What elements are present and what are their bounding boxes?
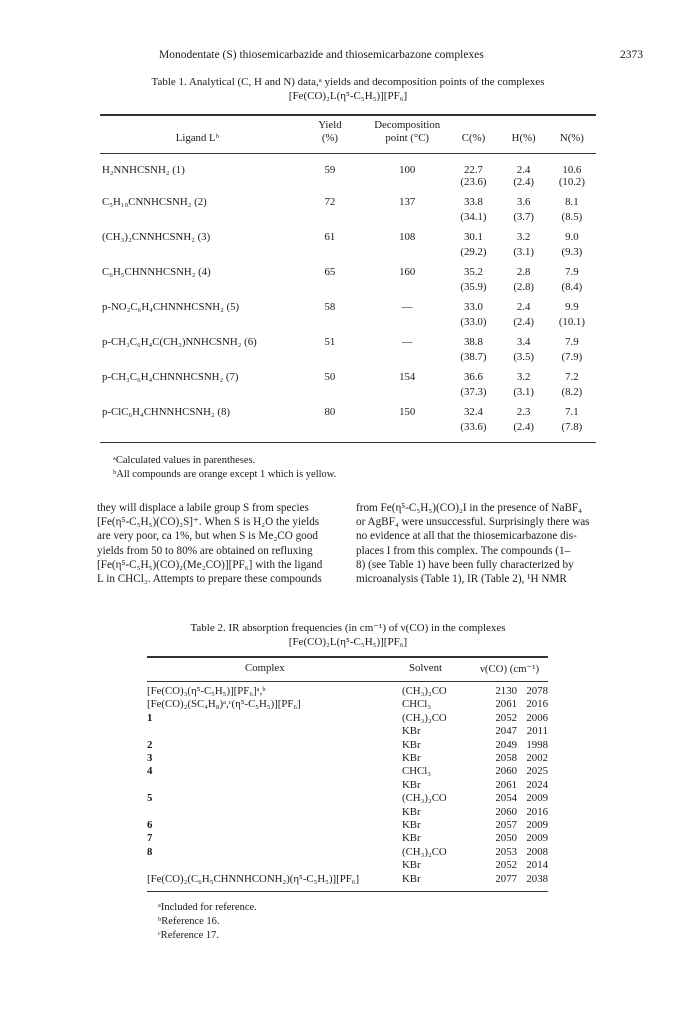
t2-cell-solvent: KBr (402, 805, 421, 818)
t1-cell-h-calc: (3.1) (513, 246, 535, 258)
table1-row (100, 336, 596, 351)
table1-row (100, 158, 596, 176)
t1-head-decomp: Decomposition (374, 119, 441, 131)
t1-cell-decomp: — (401, 301, 413, 313)
t1-cell-yield: 51 (324, 336, 336, 348)
body-left-column (97, 501, 346, 586)
t1-cell-n-calc: (8.4) (561, 281, 583, 293)
t1-cell-n: 8.1 (565, 196, 579, 208)
t2-cell-v1: 2054 (495, 792, 517, 805)
t2-cell-v2: 2014 (526, 859, 548, 872)
body-text-line: [Fe(η⁵-C₅H₅)(CO)₂S]⁺. When S is H₂O the yields (97, 516, 320, 529)
table2-bottom-rule (147, 891, 548, 892)
body-text-line: 8) (see Table 1) have been fully characterized by (356, 558, 574, 571)
t1-cell-ligand: p-CH₃C₆H₄CHNNHCSNH₂ (7) (102, 371, 239, 383)
table1-body (100, 158, 596, 441)
t2-cell-v2: 2025 (526, 765, 548, 778)
table1-row (100, 301, 596, 316)
t1-cell-c: 33.8 (464, 196, 483, 208)
t1-cell-ligand: p-CH₃C₆H₄C(CH₃)NNHCSNH₂ (6) (102, 336, 257, 348)
t1-cell-c-calc: (35.9) (460, 281, 487, 293)
t2-head-complex: Complex (245, 662, 285, 674)
table2-row (147, 752, 548, 765)
t1-cell-n-calc: (9.3) (561, 246, 583, 258)
t1-cell-h: 2.3 (516, 406, 531, 418)
t1-cell-ligand: C₅H₁₀CNNHCSNH₂ (2) (102, 196, 207, 208)
table2-row (147, 859, 548, 872)
table1-row-calculated (100, 281, 596, 301)
table1 (100, 119, 596, 441)
t1-cell-ligand: C₆H₅CHNNHCSNH₂ (4) (102, 266, 211, 278)
body-right-column (356, 501, 608, 586)
body-text-line: no evidence at all that the thiosemicarbazone dis- (356, 530, 577, 543)
t1-cell-yield: 58 (324, 301, 336, 313)
running-title: Monodentate (S) thiosemicarbazide and thiosemicarbazone complexes (159, 49, 484, 61)
t1-cell-n: 9.9 (565, 301, 579, 313)
table1-row-calculated (100, 421, 596, 441)
t2-cell-v1: 2050 (495, 832, 517, 845)
table1-top-rule (100, 114, 596, 116)
t2-cell-v1: 2058 (495, 752, 517, 765)
t2-cell-v2: 2016 (526, 805, 548, 818)
t1-cell-h-calc: (2.4) (513, 316, 535, 328)
t1-cell-c-calc: (38.7) (460, 351, 487, 363)
t2-cell-v2: 2008 (526, 845, 548, 858)
t2-cell-complex: [Fe(CO)₂(C₆H₅CHNNHCONH₂)(η⁵-C₅H₅)][PF₆] (147, 872, 360, 885)
t2-cell-v2: 2006 (526, 711, 548, 724)
t1-cell-c: 30.1 (464, 231, 483, 243)
t1-cell-c: 38.8 (464, 336, 483, 348)
t1-cell-h-calc: (3.1) (513, 386, 535, 398)
body-text-line: or AgBF₄ were unsuccessful. Surprisingly there was (356, 516, 590, 529)
t2-cell-solvent: KBr (402, 725, 421, 738)
t2-cell-v1: 2047 (495, 725, 517, 738)
t1-cell-decomp: 137 (399, 196, 416, 208)
table2-row (147, 765, 548, 778)
t2-cell-complex: [Fe(CO)₂(SC₄H₈)ᵃ,ᶜ(η⁵-C₅H₅)][PF₆] (147, 698, 301, 711)
t2-cell-v1: 2077 (495, 872, 517, 885)
t2-cell-complex: 3 (147, 752, 153, 765)
table2-row (147, 832, 548, 845)
t2-cell-complex (147, 779, 402, 792)
t2-cell-solvent: KBr (402, 832, 421, 845)
t1-cell-h: 2.8 (516, 266, 531, 278)
t1-cell-h-calc: (2.8) (513, 281, 535, 293)
t2-cell-complex: 6 (147, 819, 153, 832)
table2-row (147, 779, 548, 792)
table1-row-calculated (100, 176, 596, 196)
t1-cell-n-calc: (10.2) (558, 176, 585, 188)
t2-cell-v2: 1998 (526, 738, 548, 751)
t2-cell-v2: 2078 (526, 685, 548, 697)
t1-cell-c: 22.7 (464, 164, 483, 176)
t1-cell-h: 2.4 (516, 301, 531, 313)
table2-body (147, 685, 548, 886)
table1-row (100, 196, 596, 211)
t1-cell-n: 9.0 (565, 231, 579, 243)
t1-head-yield-unit: (%) (321, 132, 338, 144)
t2-head-solvent: Solvent (409, 662, 442, 674)
t2-cell-complex: 5 (147, 792, 153, 805)
table1-footnote-a: ᵃCalculated values in parentheses. (113, 455, 256, 466)
t2-cell-v1: 2049 (495, 738, 517, 751)
t2-cell-solvent: (CH₃)₂CO (402, 685, 447, 697)
t2-cell-solvent: KBr (402, 872, 421, 885)
t1-cell-n-calc: (7.9) (561, 351, 583, 363)
t1-head-c: C(%) (461, 132, 486, 144)
table2-row (147, 685, 548, 698)
body-text-line: L in CHCl₃. Attempts to prepare these compounds (97, 573, 322, 586)
table1-row-calculated (100, 386, 596, 406)
table2-caption-line1: Table 2. IR absorption frequencies (in cm⁻¹) of ν(CO) in the complexes (190, 622, 506, 634)
t1-cell-c-calc: (29.2) (460, 246, 487, 258)
t1-cell-c: 35.2 (464, 266, 483, 278)
table2-header-rule (147, 681, 548, 682)
t1-cell-c: 33.0 (464, 301, 483, 313)
t1-cell-decomp: 150 (399, 406, 416, 418)
t1-cell-n: 7.9 (565, 266, 579, 278)
table1-row-calculated (100, 316, 596, 336)
table1-row-calculated (100, 351, 596, 371)
table2-row (147, 698, 548, 711)
t2-cell-v1: 2053 (495, 845, 517, 858)
t1-cell-h-calc: (3.5) (513, 351, 535, 363)
t1-cell-n: 7.1 (565, 406, 579, 418)
t1-cell-yield: 61 (324, 231, 336, 243)
table1-row (100, 266, 596, 281)
t2-cell-v1: 2061 (495, 778, 517, 791)
t2-cell-complex: 1 (147, 711, 153, 724)
t1-cell-ligand: p-ClC₆H₄CHNNHCSNH₂ (8) (102, 406, 230, 418)
t1-cell-c-calc: (33.6) (460, 421, 487, 433)
t2-cell-v2: 2038 (526, 872, 548, 885)
t1-cell-yield: 65 (324, 266, 336, 278)
t1-cell-h: 2.4 (516, 164, 531, 176)
t2-cell-v1: 2057 (495, 819, 517, 832)
table2-footnote-c: ᶜReference 17. (158, 930, 219, 941)
t1-cell-decomp: 100 (399, 164, 416, 176)
t1-cell-h: 3.2 (516, 231, 531, 243)
body-text-line: are very poor, ca 1%, but when S is Me₂CO good (97, 530, 318, 543)
body-text-line: [Fe(η⁵-C₅H₅)(CO)₂(Me₂CO)][PF₆] with the ligand (97, 558, 323, 571)
t1-cell-c-calc: (37.3) (460, 386, 487, 398)
t1-cell-h-calc: (2.4) (513, 176, 535, 188)
t2-head-vco: ν(CO) (cm⁻¹) (480, 663, 540, 675)
table1-bottom-rule (100, 442, 596, 443)
t2-cell-complex: [Fe(CO)₃(η⁵-C₅H₅)][PF₆]ᵃ,ᵇ (147, 685, 266, 697)
t2-cell-v1: 2130 (495, 685, 517, 697)
t2-cell-v1: 2052 (495, 859, 517, 872)
t1-cell-n: 7.9 (565, 336, 579, 348)
t1-cell-ligand: (CH₃)₂CNNHCSNH₂ (3) (102, 231, 211, 243)
t1-head-ligand: Ligand Lᵇ (175, 132, 219, 144)
t2-cell-solvent: (CH₃)₂CO (402, 711, 447, 724)
t2-cell-solvent: KBr (402, 778, 421, 791)
t1-cell-yield: 50 (324, 371, 336, 383)
t1-cell-c-calc: (33.0) (460, 316, 487, 328)
t2-cell-complex: 7 (147, 832, 153, 845)
t2-cell-complex (147, 806, 402, 819)
t1-cell-h: 3.4 (516, 336, 531, 348)
table1-caption-line1: Table 1. Analytical (C, H and N) data,ᵃ yields and decomposition points of the complexes (151, 76, 545, 88)
t1-cell-decomp: 108 (399, 231, 416, 243)
table2-row (147, 873, 548, 886)
t2-cell-v1: 2060 (495, 805, 517, 818)
t1-cell-decomp: 154 (399, 371, 416, 383)
table2-row (147, 846, 548, 859)
t2-cell-solvent: KBr (402, 752, 421, 765)
table2-row (147, 739, 548, 752)
table2-row (147, 792, 548, 805)
t1-cell-c: 36.6 (464, 371, 483, 383)
t2-cell-v1: 2060 (495, 765, 517, 778)
t2-cell-solvent: KBr (402, 819, 421, 832)
table2-row (147, 806, 548, 819)
body-text-line: microanalysis (Table 1), IR (Table 2), ¹H NMR (356, 573, 567, 586)
body-text-line: places I from this complex. The compounds (1– (356, 544, 571, 557)
t1-head-decomp-unit: point (°C) (385, 132, 430, 144)
t2-cell-complex (147, 859, 402, 872)
body-text-line: from Fe(η⁵-C₅H₅)(CO)₂I in the presence of NaBF₄ (356, 502, 583, 514)
t1-cell-c-calc: (23.6) (460, 176, 487, 188)
t1-cell-h: 3.6 (516, 196, 531, 208)
t1-cell-decomp: 160 (399, 266, 416, 278)
table1-row (100, 406, 596, 421)
table1-footnote-b: ᵇAll compounds are orange except 1 which is yellow. (113, 469, 337, 480)
table2-row (147, 712, 548, 725)
table2-caption-line2: [Fe(CO)₂L(η⁵-C₅H₅)][PF₆] (288, 636, 408, 648)
t1-head-n: N(%) (559, 132, 584, 144)
t1-cell-decomp: — (401, 336, 413, 348)
t2-cell-v2: 2011 (526, 725, 548, 738)
table2-caption (140, 621, 556, 649)
table2-row (147, 725, 548, 738)
t1-cell-yield: 72 (324, 196, 336, 208)
t2-cell-v2: 2009 (526, 819, 548, 832)
t2-cell-v2: 2009 (526, 832, 548, 845)
t1-head-yield: Yield (318, 119, 342, 131)
t2-cell-v2: 2002 (526, 752, 548, 765)
table1-row-calculated (100, 211, 596, 231)
t2-cell-v2: 2016 (526, 698, 548, 711)
body-text-line: they will displace a labile group S from species (97, 502, 309, 514)
t2-cell-v1: 2061 (495, 698, 517, 711)
table1-caption-line2: [Fe(CO)₂L(η⁵-C₅H₅)][PF₆] (288, 90, 408, 102)
t2-cell-solvent: CHCl₃ (402, 698, 431, 711)
t2-cell-solvent: (CH₃)₂CO (402, 792, 447, 805)
t1-cell-h-calc: (2.4) (513, 421, 535, 433)
t2-cell-v1: 2052 (495, 711, 517, 724)
table1-row (100, 371, 596, 386)
t2-cell-solvent: CHCl₃ (402, 765, 431, 778)
table2-top-rule (147, 656, 548, 658)
t1-head-h: H(%) (511, 132, 536, 144)
table1-caption (96, 75, 600, 103)
t2-cell-complex: 2 (147, 738, 153, 751)
t2-cell-v2: 2024 (526, 778, 548, 791)
table1-row (100, 231, 596, 246)
body-text-line: yields from 50 to 80% are obtained on refluxing (97, 544, 313, 557)
table2-row (147, 819, 548, 832)
t1-cell-yield: 59 (324, 164, 336, 176)
table2 (147, 685, 548, 886)
t1-cell-n-calc: (8.5) (561, 211, 583, 223)
t1-cell-n: 10.6 (562, 164, 582, 176)
t1-cell-c: 32.4 (464, 406, 483, 418)
table2-footnote-a: ᵃIncluded for reference. (158, 902, 257, 913)
t2-cell-solvent: KBr (402, 738, 421, 751)
t2-cell-complex: 4 (147, 765, 153, 778)
t1-cell-ligand: p-NO₂C₆H₄CHNNHCSNH₂ (5) (102, 301, 240, 313)
t1-cell-n-calc: (10.1) (558, 316, 585, 328)
table1-row-calculated (100, 246, 596, 266)
table2-footnote-b: ᵇReference 16. (158, 916, 220, 927)
t1-cell-ligand: H₂NNHCSNH₂ (1) (102, 164, 185, 176)
t1-cell-n: 7.2 (565, 371, 579, 383)
t1-cell-h: 3.2 (516, 371, 531, 383)
t1-cell-n-calc: (7.8) (561, 421, 583, 433)
t2-cell-complex (147, 725, 402, 738)
t2-cell-complex: 8 (147, 845, 153, 858)
t2-cell-solvent: KBr (402, 859, 421, 872)
t2-cell-solvent: (CH₃)₂CO (402, 845, 447, 858)
t2-cell-v2: 2009 (526, 792, 548, 805)
page-number: 2373 (620, 49, 643, 61)
t1-cell-yield: 80 (324, 406, 336, 418)
t1-cell-c-calc: (34.1) (460, 211, 487, 223)
t1-cell-n-calc: (8.2) (561, 386, 583, 398)
t1-cell-h-calc: (3.7) (513, 211, 535, 223)
